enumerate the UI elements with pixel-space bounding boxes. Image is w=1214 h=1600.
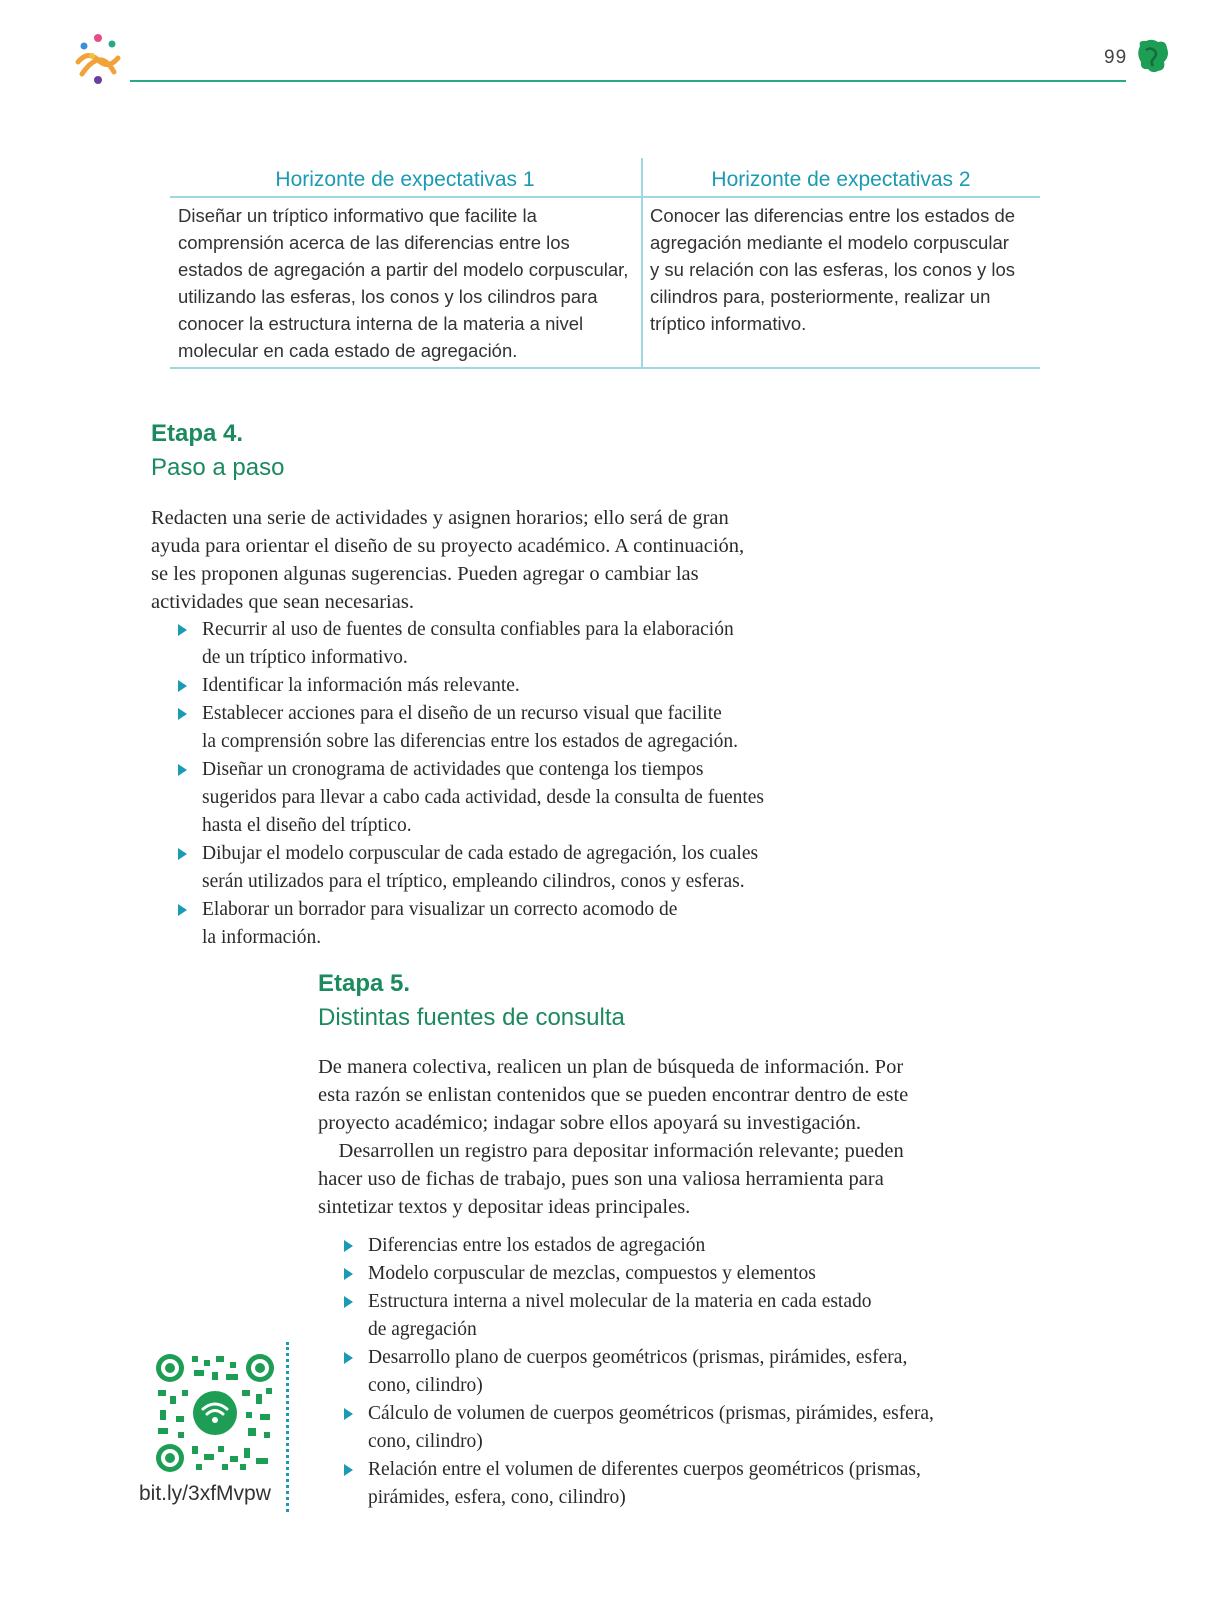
list-item-line: Cálculo de volumen de cuerpos geométricos (prismas, pirámides, esfera,: [368, 1403, 934, 1424]
header-rule: [130, 80, 1126, 82]
list-item-line: pirámides, esfera, cono, cilindro): [368, 1487, 626, 1508]
green-badge-icon: [1136, 38, 1170, 74]
expectations-1-line: conocer la estructura interna de la materia a nivel: [178, 313, 584, 334]
list-item: [202, 700, 764, 756]
list-item-line: de agregación: [368, 1319, 477, 1340]
list-item-line: Elaborar un borrador para visualizar un correcto acomodo de: [202, 899, 678, 920]
bullet-arrow-icon: [178, 904, 187, 916]
list-item-line: la información.: [202, 927, 322, 948]
intro-line: actividades que sean necesarias.: [151, 591, 414, 613]
bullet-arrow-icon: [178, 680, 187, 692]
list-item-line: Dibujar el modelo corpuscular de cada estado de agregación, los cuales: [202, 843, 759, 864]
expectations-1-text: [178, 202, 632, 364]
qr-dotted-divider: [286, 1342, 289, 1512]
list-item-line: Modelo corpuscular de mezclas, compuestos y elementos: [368, 1263, 816, 1284]
intro-line: De manera colectiva, realicen un plan de búsqueda de información. Por: [318, 1056, 904, 1078]
bullet-arrow-icon: [344, 1464, 353, 1476]
bullet-arrow-icon: [344, 1268, 353, 1280]
bullet-arrow-icon: [178, 624, 187, 636]
list-item-line: Relación entre el volumen de diferentes cuerpos geométricos (prismas,: [368, 1459, 921, 1480]
page-number: 99: [1104, 47, 1128, 68]
intro-line: Desarrollen un registro para depositar información relevante; pueden: [318, 1140, 904, 1162]
expectations-2-line: y su relación con las esferas, los conos y los: [650, 259, 1016, 280]
bullet-arrow-icon: [344, 1352, 353, 1364]
list-item: [202, 672, 764, 700]
expectations-2-line: Conocer las diferencias entre los estados de: [650, 205, 1016, 226]
bullet-arrow-icon: [178, 708, 187, 720]
expectations-2-title: Horizonte de expectativas 2: [711, 168, 971, 191]
etapa-4-intro: [151, 504, 744, 616]
expectations-2-line: agregación mediante el modelo corpuscular: [650, 232, 1009, 253]
list-item-line: cono, cilindro): [368, 1375, 483, 1396]
etapa-5-subtitle: Distintas fuentes de consulta: [318, 1004, 625, 1031]
list-item-line: Establecer acciones para el diseño de un recurso visual que facilite: [202, 703, 722, 724]
qr-code-icon[interactable]: [156, 1354, 274, 1472]
expectations-2-text: [650, 202, 1030, 337]
list-item: [202, 896, 764, 952]
expectations-table: [170, 158, 1040, 370]
list-item: [202, 840, 764, 896]
intro-line: hacer uso de fichas de trabajo, pues son una valiosa herramienta para: [318, 1168, 884, 1190]
etapa-4-subtitle: Paso a paso: [151, 454, 285, 481]
list-item-line: cono, cilindro): [368, 1431, 483, 1452]
list-item-line: la comprensión sobre las diferencias entre los estados de agregación.: [202, 731, 739, 752]
list-item-line: Diseñar un cronograma de actividades que contenga los tiempos: [202, 759, 704, 780]
list-item: [368, 1344, 934, 1400]
list-item: [368, 1232, 934, 1260]
expectations-1-line: Diseñar un tríptico informativo que facilite la: [178, 205, 537, 226]
bullet-arrow-icon: [344, 1240, 353, 1252]
etapa-5-title: Etapa 5.: [318, 970, 411, 997]
list-item: [368, 1456, 934, 1512]
etapa-5-intro: [318, 1053, 908, 1221]
list-item-line: Desarrollo plano de cuerpos geométricos (prismas, pirámides, esfera,: [368, 1347, 908, 1368]
qr-link[interactable]: bit.ly/3xfMvpw: [139, 1482, 271, 1505]
intro-line: esta razón se enlistan contenidos que se pueden encontrar dentro de este: [318, 1084, 909, 1106]
expectations-1-title: Horizonte de expectativas 1: [275, 168, 535, 191]
intro-line: ayuda para orientar el diseño de su proyecto académico. A continuación,: [151, 535, 745, 557]
list-item-line: Estructura interna a nivel molecular de la materia en cada estado: [368, 1291, 872, 1312]
expectations-1-line: utilizando las esferas, los conos y los cilindros para: [178, 286, 598, 307]
expectations-1-line: estados de agregación a partir del modelo corpuscular,: [178, 259, 629, 280]
intro-line: sintetizar textos y depositar ideas principales.: [318, 1196, 691, 1218]
intro-line: se les proponen algunas sugerencias. Pueden agregar o cambiar las: [151, 563, 699, 585]
list-item: [202, 756, 764, 840]
intro-line: proyecto académico; indagar sobre ellos apoyará su investigación.: [318, 1112, 862, 1134]
list-item-line: serán utilizados para el tríptico, empleando cilindros, conos y esferas.: [202, 871, 745, 892]
bullet-arrow-icon: [344, 1408, 353, 1420]
table-bottom-rule: [170, 367, 1040, 369]
list-item-line: sugeridos para llevar a cabo cada actividad, desde la consulta de fuentes: [202, 787, 765, 808]
list-item-line: hasta el diseño del tríptico.: [202, 815, 412, 836]
list-item: [368, 1288, 934, 1344]
intro-line: Redacten una serie de actividades y asignen horarios; ello será de gran: [151, 507, 729, 529]
expectations-1-line: comprensión acerca de las diferencias entre los: [178, 232, 570, 253]
bullet-arrow-icon: [344, 1296, 353, 1308]
expectations-2-line: tríptico informativo.: [650, 313, 807, 334]
bullet-arrow-icon: [178, 764, 187, 776]
list-item-line: Recurrir al uso de fuentes de consulta confiables para la elaboración: [202, 619, 734, 640]
flower-logo-icon: [70, 32, 126, 86]
table-header-rule: [170, 196, 1040, 198]
list-item-line: Diferencias entre los estados de agregación: [368, 1235, 706, 1256]
etapa-5-list: [368, 1232, 934, 1512]
list-item: [202, 616, 764, 672]
etapa-4-title: Etapa 4.: [151, 420, 244, 447]
expectations-1-line: molecular en cada estado de agregación.: [178, 340, 518, 361]
bullet-arrow-icon: [178, 848, 187, 860]
list-item-line: Identificar la información más relevante.: [202, 675, 520, 696]
list-item: [368, 1260, 934, 1288]
expectations-2-line: cilindros para, posteriormente, realizar un: [650, 286, 991, 307]
table-column-divider: [641, 158, 643, 369]
list-item: [368, 1400, 934, 1456]
etapa-4-list: [202, 616, 764, 952]
list-item-line: de un tríptico informativo.: [202, 647, 408, 668]
